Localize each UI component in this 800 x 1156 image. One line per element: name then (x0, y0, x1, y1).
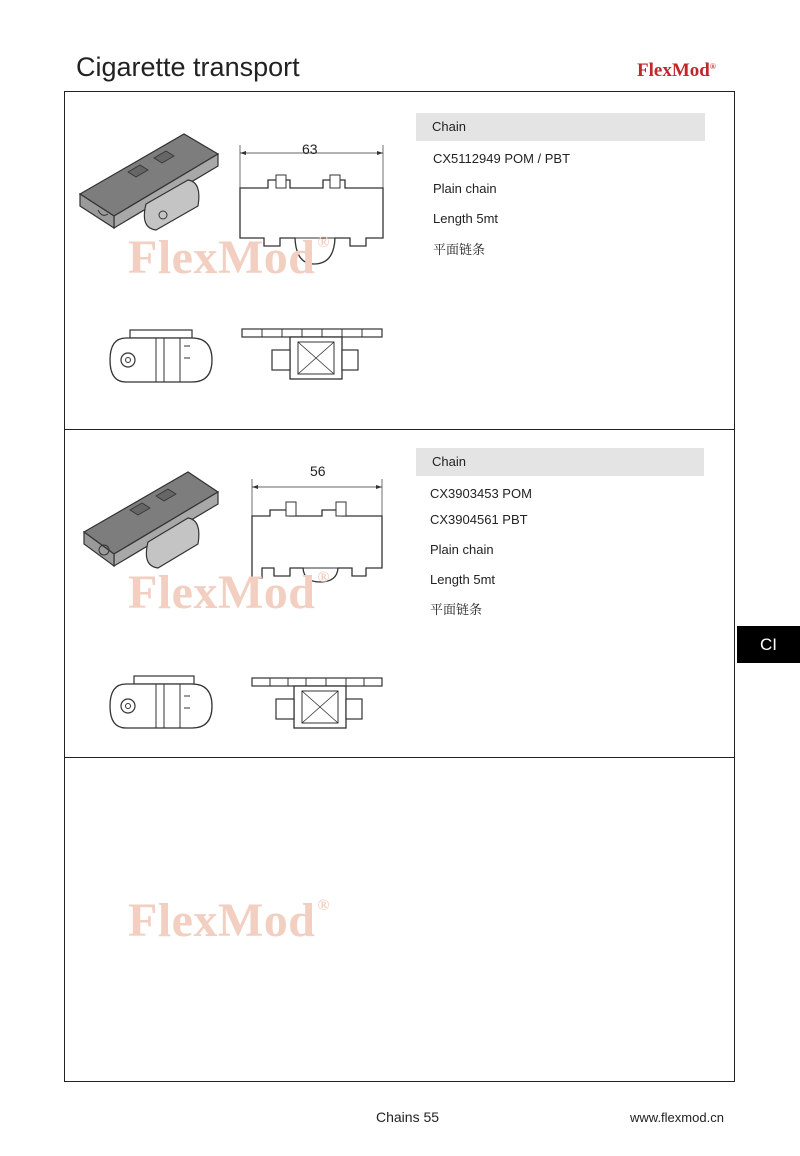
info-header-1: Chain (416, 113, 705, 141)
chain-isometric-view-2 (82, 470, 232, 580)
info-line-2-2: CX3904561 PBT (430, 512, 528, 527)
dimension-label-2: 56 (310, 463, 326, 479)
chain-isometric-view-1 (78, 132, 228, 242)
page-title: Cigarette transport (76, 52, 300, 82)
watermark-text-2: FlexMod (128, 566, 316, 619)
watermark-text-3: FlexMod (128, 894, 316, 947)
footer-page-number: Chains 55 (376, 1109, 440, 1125)
watermark-mark-1: ® (317, 234, 330, 251)
watermark-mark-3: ® (317, 897, 330, 914)
info-header-2: Chain (416, 448, 704, 476)
panel-separator-1 (64, 429, 735, 430)
dimension-label-1: 63 (302, 141, 318, 157)
info-line-1-3: Length 5mt (433, 211, 499, 226)
info-line-1-4: 平面链条 (433, 242, 486, 257)
chain-side-view-2 (108, 674, 218, 734)
section-tab-ci[interactable]: CI (737, 626, 800, 663)
flexmod-watermark-3 (128, 893, 330, 948)
chain-front-view-2 (250, 675, 400, 735)
flexmod-watermark-2 (128, 565, 330, 620)
watermark-mark-2: ® (317, 569, 330, 586)
info-line-1-1: CX5112949 POM / PBT (433, 151, 571, 166)
chain-side-view-1 (108, 328, 218, 388)
panel-separator-2 (64, 757, 735, 758)
brand-registered-mark: ® (709, 62, 716, 71)
info-line-2-3: Plain chain (430, 542, 494, 557)
chain-front-view-1 (240, 326, 390, 386)
info-line-2-4: Length 5mt (430, 572, 496, 587)
info-line-2-5: 平面链条 (430, 602, 483, 617)
footer-website-link[interactable]: www.flexmod.cn (630, 1110, 724, 1125)
info-line-1-2: Plain chain (433, 181, 497, 196)
flexmod-watermark-1 (128, 230, 330, 285)
info-line-2-1: CX3903453 POM (430, 486, 532, 501)
brand-logo (637, 60, 716, 82)
brand-name: FlexMod (637, 60, 710, 81)
watermark-text-1: FlexMod (128, 231, 316, 284)
